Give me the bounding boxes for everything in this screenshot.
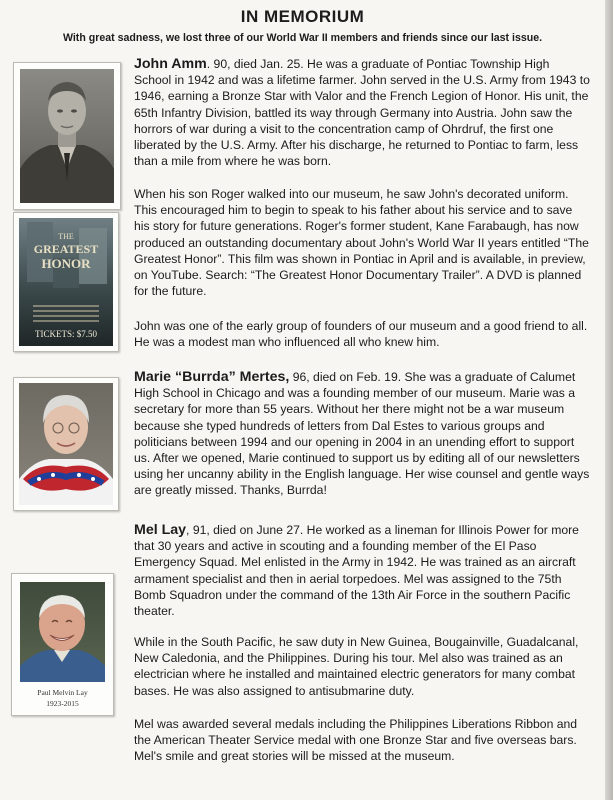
- greatest-honor-poster: [19, 218, 113, 346]
- mel-lay-paragraph-3: Mel was awarded several medals including the Philippines Liberations Ribbon and the American Theater Service medal with one Bronze Star and five overseas bars. Mel's smile and great stories will be missed at the museum.: [134, 717, 578, 764]
- marie-mertes-photo-frame: [13, 377, 119, 511]
- mel-lay-name: Mel Lay: [134, 522, 187, 538]
- mel-lay-caption-years: 1923-2015: [46, 699, 79, 708]
- john-amm-photo-frame: [13, 62, 121, 210]
- poster-title-line3: HONOR: [41, 256, 91, 271]
- marie-mertes-text: 96, died on Feb. 19. She was a graduate of Calumet High School in Chicago and was a founding member of our museum. Marie was a secretary for more than 55 years. Without her there might not be a war museum because she typed hundreds of letters from Dal Estes to various groups and politicians between 1994 and our opening in 2004 in an unending effort to support us. After we opened, Marie continued to support us by editing all of our newsletters using her uncanny ability in the English language. Her wise counsel and gentle ways are greatly missed. Thanks, Burrda!: [134, 370, 590, 498]
- marie-mertes-paragraph: [134, 369, 590, 499]
- john-amm-paragraph-1: [134, 56, 590, 169]
- john-amm-name: John Amm: [134, 56, 207, 72]
- mel-lay-caption-name: Paul Melvin Lay: [37, 688, 88, 697]
- mel-lay-photo: [20, 582, 105, 682]
- page-title: IN MEMORIUM: [240, 7, 365, 26]
- greatest-honor-poster-frame: [13, 212, 119, 352]
- poster-tickets: TICKETS: $7.50: [35, 329, 97, 339]
- page-subtitle: With great sadness, we lost three of our World War II members and friends since our last issue.: [62, 32, 543, 44]
- john-amm-paragraph-3: John was one of the early group of founders of our museum and a good friend to all. He was a modest man who influenced all who knew him.: [134, 319, 588, 350]
- marie-mertes-name: Marie “Burrda” Mertes,: [134, 369, 290, 385]
- mel-lay-paragraph-1: [134, 522, 590, 619]
- marie-mertes-photo: [19, 383, 113, 505]
- mel-lay-paragraph-2: While in the South Pacific, he saw duty in New Guinea, Bougainville, Guadalcanal, New Caledonia, and the Philippines. During his tour. Mel also was trained as an electrician where he installed and maintained electric generators for many combat bases. He was also assigned to antisubmarine duty.: [134, 635, 579, 698]
- john-amm-photo: [20, 69, 114, 203]
- poster-title-line2: GREATEST: [33, 242, 99, 256]
- poster-fine-print: [33, 302, 99, 324]
- john-amm-paragraph-2: When his son Roger walked into our museum, he saw John's decorated uniform. This encouraged him to begin to speak to his father about his service and to save his story for future generations. Roger's former student, Kane Farabaugh, has now produced an outstanding documentary about John's World War II years entitled “The Greatest Honor”. This film was shown in Pontiac in April and is available, in preview, on YouTube. Search: “The Greatest Honor Documentary Trailer”. A DVD is planned for the future.: [134, 187, 589, 299]
- john-amm-text-1: . 90, died Jan. 25. He was a graduate of Pontiac Township High School in 1942 and was a lifetime farmer. John served in the U.S. Army from 1943 to 1946, earning a Bronze Star with Valor and the French Legion of Honor. His unit, the 65th Infantry Division, battled its way through Germany into Austria. John saw the horrors of war during a visit to the concentration camp of Ohrdruf, the first one liberated by the U.S. Army. After his discharge, he returned to Pontiac to farm, less than a mile from where he was born.: [134, 57, 590, 169]
- mel-lay-text-1: , 91, died on June 27. He worked as a lineman for Illinois Power for more that 30 years and active in scouting and a founding member of the El Paso Emergency Squad. Mel enlisted in the Army in 1942. He was trained as an aircraft armament specialist and then in aerial torpedoes. Mel was assigned to the 75th Bomb Squadron under the command of the 13th Air Force in the southern Pacific theater.: [134, 523, 579, 619]
- poster-title-line1: THE: [58, 232, 74, 241]
- mel-lay-photo-frame: [11, 573, 114, 716]
- page-edge-shadow: [605, 0, 613, 800]
